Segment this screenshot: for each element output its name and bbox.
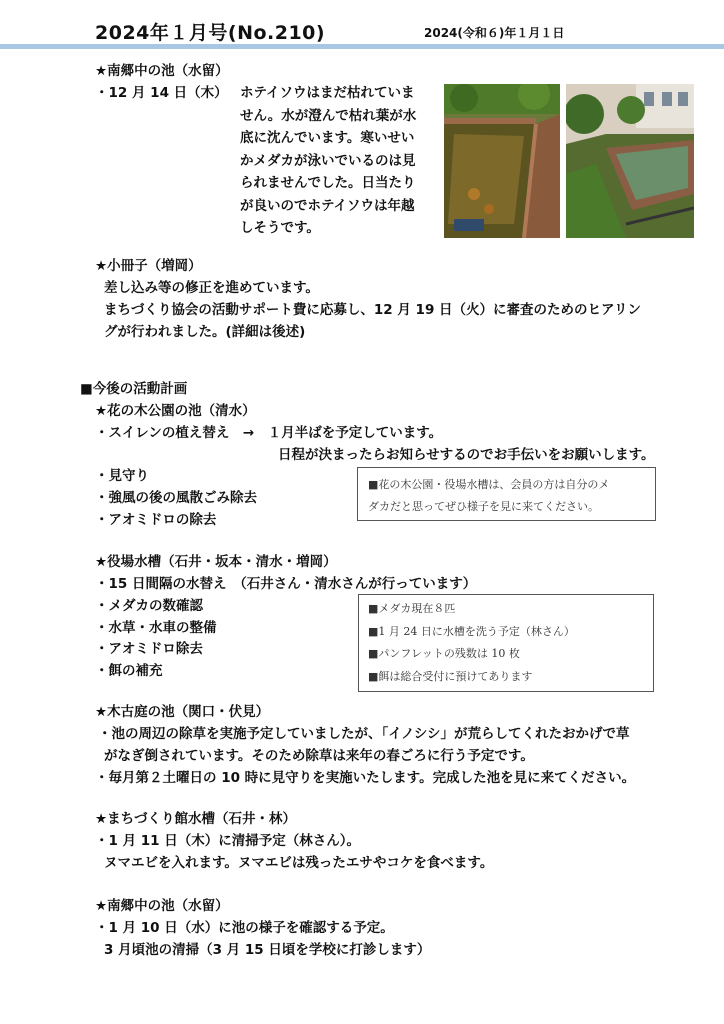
yakuba-item-2: ・メダカの数確認 [95,598,203,614]
hananoki-item-2: ・見守り [95,468,149,484]
yakuba-item-3: ・水草・水車の整備 [95,620,217,636]
machizukuri-heading: ★まちづくり館水槽（石井・林） [95,811,296,827]
booklet-line-1: 差し込み等の修正を進めています。 [104,280,319,296]
booklet-line-2: まちづくり協会の活動サポート費に応募し、12 月 19 日（火）に審査のためのヒアリン [104,302,641,318]
hananoki-item-3: ・強風の後の風散ごみ除去 [95,490,257,506]
pond-photo-icon [566,84,694,238]
kikoteien-heading: ★木古庭の池（関口・伏見） [95,704,270,720]
nango-plan-line-1: ・1 月 10 日（水）に池の様子を確認する予定。 [95,920,394,936]
nango-plan-heading: ★南郷中の池（水留） [95,898,229,914]
yakuba-item-1: ・15 日間隔の水替え （石井さん・清水さんが行っています） [95,576,477,592]
issue-date: 2024(令和６)年１月１日 [424,26,565,40]
hananoki-item-4: ・アオミドロの除去 [95,512,217,528]
yakuba-item-5: ・餌の補充 [95,663,163,679]
yakuba-note-box: ■メダカ現在８匹 ■1 月 24 日に水槽を洗う予定（林さん） ■パンフレットの残数は 10 枚 ■餌は総合受付に預けてあります [358,594,654,692]
header-divider [0,44,724,49]
hananoki-note-box: ■花の木公園・役場水槽は、会員の方は自分のメ ダカだと思ってぜひ様子を見に来てください。 [357,467,656,521]
plan-title: ■今後の活動計画 [80,381,188,397]
yakuba-item-4: ・アオミドロ除去 [95,641,203,657]
kikoteien-line-2: がなぎ倒されています。そのため除草は来年の春ごろに行う予定です。 [104,748,534,764]
hananoki-heading: ★花の木公園の池（清水） [95,403,256,419]
pond-photo-icon [444,84,560,238]
pond-photo-2 [566,84,694,238]
nango-report-text: ホテイソウはまだ枯れていま せん。水が澄んで枯れ葉が水 底に沈んでいます。寒いせい かメダカが泳いでいるのは見 られませんでした。日当たり が良いのでホテイソウは年越 しそうです。 [240,85,417,236]
hananoki-item-1: ・スイレンの植え替え → １月半ばを予定しています。 [95,425,443,441]
nango-plan-line-2: 3 月頃池の清掃（3 月 15 日頃を学校に打診します） [104,942,431,958]
booklet-line-3: グが行われました。(詳細は後述) [104,324,306,340]
newsletter-header [0,0,724,48]
booklet-heading: ★小冊子（増岡） [95,258,202,274]
machizukuri-line-2: ヌマエビを入れます。ヌマエビは残ったエサやコケを食べます。 [104,855,494,871]
nango-report-heading: ★南郷中の池（水留） [95,63,229,79]
hananoki-item-1b: 日程が決まったらお知らせするのでお手伝いをお願いします。 [278,447,655,463]
kikoteien-line-1: ・池の周辺の除草を実施予定していましたが、「イノシシ」が荒らしてくれたおかげで草 [98,726,630,742]
pond-photo-1 [444,84,560,238]
yakuba-heading: ★役場水槽（石井・坂本・清水・増岡） [95,554,337,570]
nango-report-date: ・12 月 14 日（木） [95,85,228,101]
kikoteien-line-3: ・毎月第２土曜日の 10 時に見守りを実施いたします。完成した池を見に来てください。 [95,770,636,786]
issue-title: 2024年１月号(No.210) [95,22,326,44]
machizukuri-line-1: ・1 月 11 日（木）に清掃予定（林さん）。 [95,833,361,849]
